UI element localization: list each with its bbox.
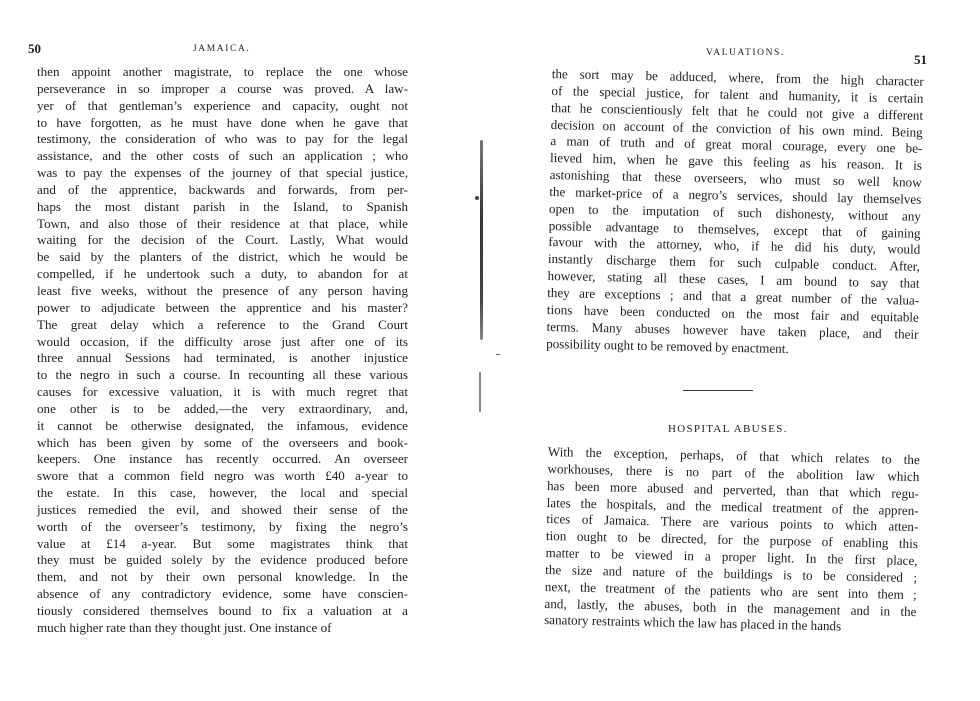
text-line: yer of that gentleman’s experience and capacity, ought not xyxy=(37,97,408,113)
text-line: favour with the attorney, who, if he did his duty, would xyxy=(548,234,921,258)
text-line: that he conscientiously felt that he could not give a different xyxy=(550,99,924,123)
text-line: which has been given by some of the overseers and book- xyxy=(37,434,408,450)
text-line: astonishing that these overseers, who must so well know xyxy=(549,167,922,190)
text-line: decision on account of the conviction of his own mind. Being xyxy=(550,116,923,140)
text-line: it cannot be otherwise designated, the infamous, evidence xyxy=(37,417,408,433)
text-line: and of the apprentice, backwards and forwards, from per- xyxy=(37,181,408,197)
gutter-shadow xyxy=(480,140,483,340)
text-line: causes for excessive valuation, it is with much regret that xyxy=(37,384,408,400)
right-page xyxy=(480,0,980,701)
text-line: instantly discharge them for such culpable conduct. After, xyxy=(547,251,921,275)
text-line: the sort may be adduced, where, from the high character xyxy=(551,66,924,89)
text-line: be said by the planters of the district, which he would be xyxy=(37,249,408,265)
text-line: tiously considered themselves bound to fix a valuation at a xyxy=(37,603,408,618)
text-line: value at £14 a-year. But some magistrates think that xyxy=(37,535,408,551)
right-page-body-bottom xyxy=(544,444,920,637)
gutter-speck xyxy=(475,196,479,200)
left-running-head: JAMAICA. xyxy=(193,44,251,54)
text-line: keepers. One instance has recently occurred. An overseer xyxy=(37,451,408,467)
text-line: was to pay the expenses of the journey of that special justice, xyxy=(37,165,408,181)
section-heading: HOSPITAL ABUSES. xyxy=(668,423,788,435)
text-line: The great delay which a reference to the Grand Court xyxy=(37,316,408,332)
text-line: them, and not by their own personal knowledge. In the xyxy=(37,569,408,585)
text-line: one other is to be added,—the very extraordinary, and, xyxy=(37,400,408,416)
left-page xyxy=(0,0,470,701)
text-line: sanatory restraints which the law has placed in the hands xyxy=(543,612,842,634)
text-line: to the negro in such a course. In recounting all these various xyxy=(37,367,408,383)
right-page-number: 51 xyxy=(914,52,927,67)
text-line: tions have been conducted on the most fair and equitable xyxy=(546,301,919,325)
text-line: open to the imputation of such dishonesty, without any xyxy=(548,200,922,224)
text-line: the market-price of a negro’s services, should lay themselves xyxy=(549,183,922,207)
text-line: justices remedied the evil, and showed their sense of the xyxy=(37,501,408,517)
text-line: waiting for the decision of the Court. Lastly, What would xyxy=(37,232,408,248)
text-line: perseverance in so improper a course was proved. A law- xyxy=(37,80,408,96)
text-line: possible advantage to themselves, except that of gaining xyxy=(548,217,921,241)
text-line: assistance, and the other costs of such an application ; who xyxy=(37,148,408,164)
text-line: With the exception, perhaps, of that which relates to the xyxy=(547,444,920,468)
text-line: the size and nature of the buildings is to be considered ; xyxy=(545,561,918,585)
left-page-body xyxy=(37,64,408,637)
text-line: tices of Jamaica. There are various points to which atten- xyxy=(546,511,919,535)
text-line: the estate. In this case, however, the local and special xyxy=(37,485,408,501)
text-line: much higher rate than they thought just. One instance of xyxy=(37,619,332,635)
text-line: terms. Many abuses however have taken place, and their xyxy=(546,318,919,342)
text-line: possibility ought to be removed by enactment. xyxy=(546,335,789,356)
text-line: and, lastly, the abuses, both in the management and in the xyxy=(544,595,917,619)
section-divider xyxy=(683,390,753,391)
text-line: of the special justice, for talent and humanity, it is certain xyxy=(551,82,924,106)
text-line: Town, and also those of their residence at that place, while xyxy=(37,215,408,231)
text-line: tion ought to be directed, for the purpose of enabling this xyxy=(545,528,919,552)
text-line: absence of any contradictory evidence, some have conscien- xyxy=(37,586,408,602)
text-line: three annual Sessions had terminated, is another injustice xyxy=(37,350,408,366)
text-line: they must be guided solely by the evidence produced before xyxy=(37,552,408,568)
text-line: has been more abused and perverted, than that which regu- xyxy=(546,477,920,501)
text-line: power to adjudicate between the apprentice and his master? xyxy=(37,299,408,315)
text-line: then appoint another magistrate, to replace the one whose xyxy=(37,64,408,79)
text-line: however, stating all these cases, I am bound to say that xyxy=(547,268,920,291)
gutter-dash xyxy=(496,354,500,355)
text-line: would occasion, if the difficulty arose just after one of its xyxy=(37,333,408,349)
text-line: next, the treatment of the patients who are sent into them ; xyxy=(544,578,917,602)
text-line: least five weeks, without the presence of any person having xyxy=(37,282,408,298)
text-line: to have forgotten, as he must have done when he gave that xyxy=(37,114,408,130)
text-line: testimony, the consideration of who was to pay for the legal xyxy=(37,131,408,147)
text-line: compelled, if he undertook such a duty, to abandon for at xyxy=(37,266,408,282)
text-line: lieved him, when he gave this feeling as his reason. It is xyxy=(549,150,923,173)
text-line: workhouses, there is no part of the abolition law which xyxy=(547,460,920,484)
text-line: matter to be viewed in a proper light. In the first place, xyxy=(545,545,918,569)
gutter-shadow-lower xyxy=(479,372,481,412)
text-line: haps the most distant parish in the Island, to Spanish xyxy=(37,198,408,214)
right-page-body-top xyxy=(546,66,924,360)
text-line: they are exceptions ; and that a great number of the valua- xyxy=(547,284,920,308)
left-page-number: 50 xyxy=(28,41,41,56)
text-line: swore that a common field negro was worth £40 a-year to xyxy=(37,468,408,484)
text-line: lates the hospitals, and the medical treatment of the appren- xyxy=(546,494,919,518)
right-running-head: VALUATIONS. xyxy=(706,48,785,58)
text-line: worth of the overseer’s testimony, by fixing the negro’s xyxy=(37,518,408,534)
text-line: a man of truth and of great moral courage, every one be- xyxy=(550,133,923,157)
